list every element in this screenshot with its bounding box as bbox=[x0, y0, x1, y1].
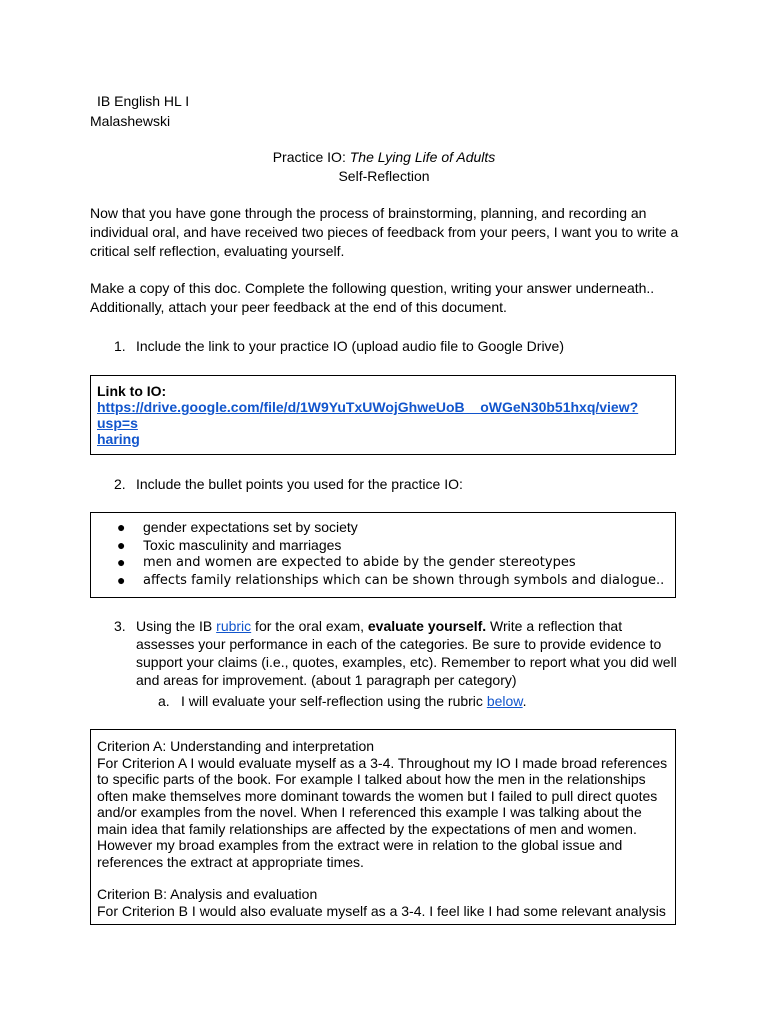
course-name: IB English HL I bbox=[97, 93, 190, 109]
intro-paragraph-2: Make a copy of this doc. Complete the following question, writing your answer underneath.. Additionally, attach your peer feedback at the end of this document. bbox=[90, 280, 655, 315]
criterion-a-body: For Criterion A I would evaluate myself as a 3-4. Throughout my IO I made broad references to specific parts of the book. For example I talked about how the men in the relationships often make themselves more dominant towards the women but I failed to pull direct quotes and/or examples from the novel. When I referenced this example I was talking about the main idea that family relationships are affected by the expectations of men and women. However my broad examples from the extract were in relation to the global issue and references the extract at appropriate times. bbox=[97, 754, 668, 870]
title-book: The Lying Life of Adults bbox=[349, 149, 496, 165]
q3-bold-text: evaluate yourself. bbox=[367, 618, 487, 634]
q3-text bbox=[136, 617, 682, 689]
document-subtitle: Self-Reflection bbox=[338, 168, 430, 184]
q3-sub-letter: a. bbox=[158, 693, 170, 709]
q3-number: 3. bbox=[114, 618, 126, 634]
bullet-text: gender expectations set by society bbox=[143, 519, 358, 535]
q3-text-start: Using the IB bbox=[136, 618, 217, 634]
bullet-list bbox=[91, 519, 675, 589]
bullet-text: Toxic masculinity and marriages bbox=[143, 536, 342, 553]
reflection-box bbox=[90, 729, 676, 925]
bullet-icon: ● bbox=[117, 554, 126, 570]
list-item bbox=[91, 537, 675, 555]
q3-sub-text bbox=[181, 692, 676, 710]
q2-number: 2. bbox=[114, 476, 126, 492]
bullet-text: affects family relationships which can be shown through symbols and dialogue.. bbox=[143, 572, 665, 588]
bullet-icon: ● bbox=[117, 571, 126, 588]
criterion-a-title: Criterion A: Understanding and interpretation bbox=[97, 738, 375, 754]
criterion-b-title: Criterion B: Analysis and evaluation bbox=[97, 886, 318, 902]
rubric-link[interactable]: rubric bbox=[216, 618, 252, 634]
q2-text: Include the bullet points you used for the practice IO: bbox=[136, 476, 463, 492]
q3-sub-text-start: I will evaluate your self-reflection using the rubric bbox=[181, 693, 487, 709]
q3-text-mid: for the oral exam, bbox=[251, 618, 368, 634]
teacher-name: Malashewski bbox=[90, 113, 171, 129]
io-link-line-2[interactable]: haring bbox=[97, 431, 140, 447]
io-link-box bbox=[90, 375, 676, 455]
bullet-text: men and women are expected to abide by the gender stereotypes bbox=[143, 555, 576, 570]
io-link-label: Link to IO: bbox=[97, 383, 167, 399]
document-title bbox=[0, 148, 768, 167]
criterion-b-body: For Criterion B I would also evaluate myself as a 3-4. I feel like I had some relevant analysis bbox=[97, 902, 666, 919]
list-item bbox=[91, 572, 675, 590]
q1-number: 1. bbox=[114, 338, 126, 354]
bullet-icon: ● bbox=[117, 536, 126, 553]
bullet-points-box bbox=[90, 512, 676, 598]
intro-paragraph-1: Now that you have gone through the process of brainstorming, planning, and recording an individual oral, and have received two pieces of feedback from your peers, I want you to write a critical self reflection, evaluating yourself. bbox=[90, 205, 679, 259]
below-link[interactable]: below bbox=[486, 693, 523, 709]
q3-sub-text-end: . bbox=[522, 693, 527, 709]
list-item bbox=[91, 519, 675, 537]
list-item bbox=[91, 554, 675, 572]
q1-text: Include the link to your practice IO (upload audio file to Google Drive) bbox=[136, 338, 565, 354]
bullet-icon: ● bbox=[117, 519, 126, 535]
q3-text-end: Write a reflection that assesses your performance in each of the categories. Be sure to provide evidence to support your claims (i.e., quotes, examples, etc). Remember to report what you did well and areas for improvement. (about 1 paragraph per category) bbox=[136, 618, 677, 688]
title-prefix: Practice IO: bbox=[272, 149, 350, 165]
io-link-line-1[interactable]: https://drive.google.com/file/d/1W9YuTxUWojGhweUoB__oWGeN30b51hxq/view?usp=s bbox=[97, 399, 639, 431]
